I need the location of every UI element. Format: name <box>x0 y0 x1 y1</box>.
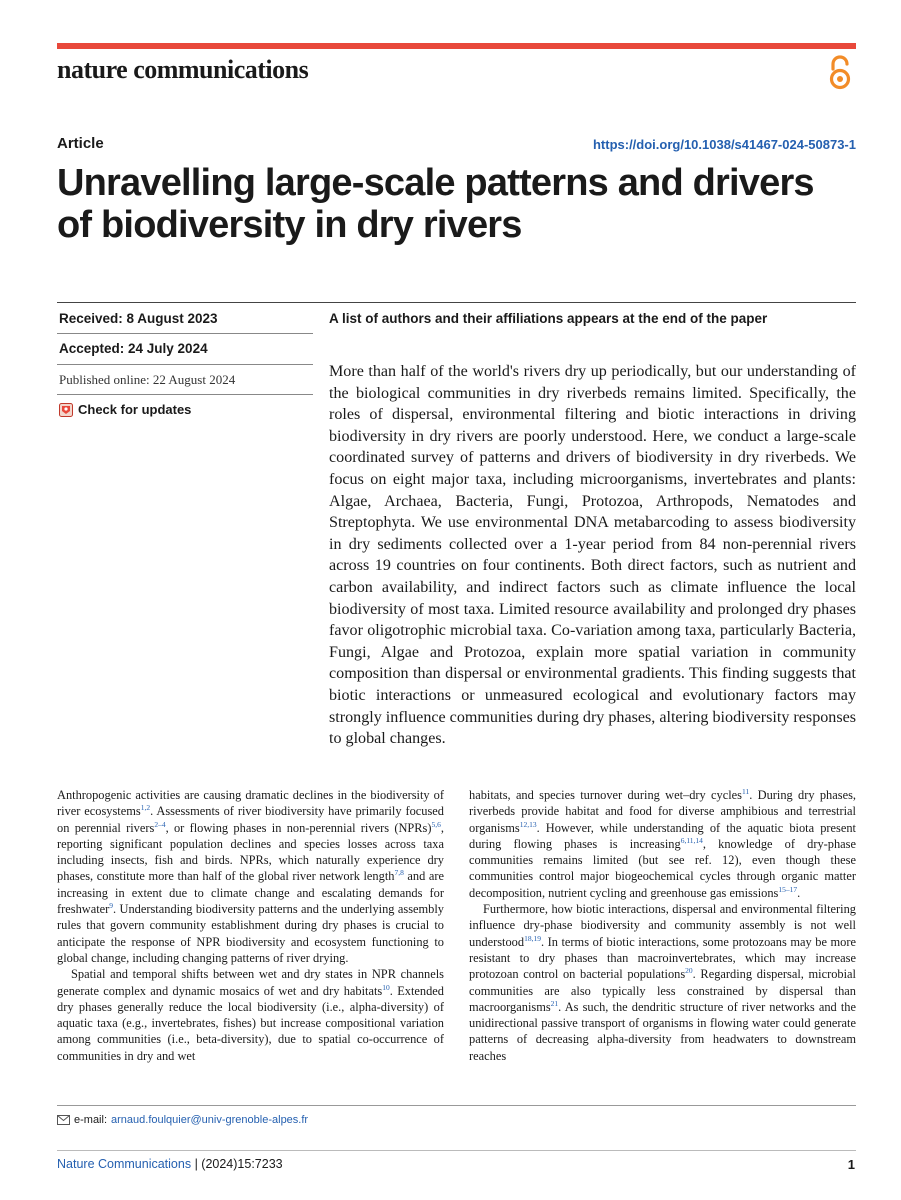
footer-volume: | (2024)15:7233 <box>191 1157 283 1171</box>
check-updates-icon <box>59 403 73 417</box>
received-date: Received: 8 August 2023 <box>59 311 218 326</box>
citation-ref[interactable]: 11 <box>742 786 750 796</box>
body-paragraph: Furthermore, how biotic interactions, dispersal and environmental filtering influence dry-phase biodiversity and community assembly is not well understood$^{18,19}$. In terms of biotic interactions, some protozoans may be more resistant to dry phases than macroinvertebrates, which may increase protozoan control on bacterial populations$^{20}$. Regarding dispersal, microbial communities are also typically less constrained by dispersal than macroorganisms$^{21}$. As such, the dendritic structure of river networks and the unidirectional passive transport of organisms in flowing water could generate patterns of decreasing alpha-diversity from headwaters to downstream reaches <box>469 902 857 1063</box>
mail-icon <box>57 1115 70 1125</box>
citation-ref[interactable]: 18,19 <box>524 933 541 943</box>
article-title: Unravelling large-scale patterns and drivers of biodiversity in dry rivers <box>57 162 814 246</box>
email-label: e-mail: <box>74 1114 108 1126</box>
citation-ref[interactable]: 5,6 <box>431 819 441 829</box>
body-paragraph: Spatial and temporal shifts between wet and dry states in NPR channels generate complex and dynamic mosaics of wet and dry habitats$^{10}$. Extended dry phases generally reduce the local biodiversity (i.e., alpha-diversity) of aquatic taxa (e.g., invertebrates, fishes) but increase compositional variation among communities (i.e., beta-diversity), due to spatial co-occurrence of communities in dry and wet <box>57 967 444 1063</box>
authors-note: A list of authors and their affiliations appears at the end of the paper <box>329 311 768 326</box>
citation-ref[interactable]: 12,13 <box>519 819 537 829</box>
history-divider <box>57 394 313 395</box>
doi-link[interactable]: https://doi.org/10.1038/s41467-024-50873-1 <box>592 137 856 152</box>
history-divider <box>57 364 313 365</box>
footer-citation <box>57 1157 283 1171</box>
check-updates-label[interactable]: Check for updates <box>78 402 192 417</box>
body-column-left <box>57 787 444 1064</box>
citation-ref[interactable]: 7,8 <box>394 868 404 878</box>
citation-ref[interactable]: 1,2 <box>140 803 151 813</box>
email-link[interactable]: arnaud.foulquier@univ-grenoble-alpes.fr <box>111 1114 309 1126</box>
correspondence-email <box>57 1114 308 1126</box>
footnote-divider <box>57 1105 856 1106</box>
article-type: Article <box>57 135 104 152</box>
page-number: 1 <box>847 1157 855 1172</box>
footer-journal-link[interactable]: Nature Communications <box>57 1157 192 1171</box>
citation-ref[interactable]: 21 <box>550 998 559 1008</box>
body-column-right <box>469 787 856 1064</box>
citation-ref[interactable]: 2–4 <box>154 819 166 829</box>
citation-ref[interactable]: 9 <box>109 900 114 910</box>
citation-ref[interactable]: 10 <box>382 982 390 992</box>
journal-name[interactable]: nature communications <box>57 55 309 84</box>
body-paragraph: Anthropogenic activities are causing dramatic declines in the biodiversity of river ecosystems$^{1,2}$. Assessments of river biodiversity have primarily focused on perennial rivers$^{2-4}$, or flowing phases in non-perennial rivers (NPRs)$^{5,6}$, reporting significant population declines and species losses across taxa including insects, fish and birds. NPRs, which naturally experience dry phases, constitute more than half of the global river network length$^{7,8}$ and are increasing in extent due to climate change and escalating demands for freshwater$^9$. Understanding biodiversity patterns and the underlying assembly rules that govern community establishment during dry phases is crucial to anticipate the response of NPR biodiversity and ecosystem functioning to global change, including changing patterns of river drying. <box>57 788 444 965</box>
header-divider <box>57 302 856 303</box>
body-paragraph: habitats, and species turnover during wet–dry cycles$^{11}$. During dry phases, riverbeds provide habitat and food for diverse amphibious and terrestrial organisms$^{12,13}$. However, while understanding of the aquatic biota present during flowing phases is increasing$^{6,11,14}$, knowledge of dry-phase communities remains limited (but see ref. 12), even though these communities control major biogeochemical cycles through organic matter decomposition, nutrient cycling and greenhouse gas emissions$^{15-17}$. <box>469 786 856 900</box>
accepted-date: Accepted: 24 July 2024 <box>59 341 208 356</box>
citation-ref[interactable]: 6,11,14 <box>680 835 703 845</box>
abstract: More than half of the world's rivers dry up periodically, but our understanding of the biological communities in dry riverbeds remains limited. Specifically, the roles of dispersal, environmental filtering and biotic interactions in driving biodiversity in dry rivers are poorly understood. Here, we conduct a large-scale coordinated survey of patterns and drivers of biodiversity in dry riverbeds. We focus on eight major taxa, including microorganisms, invertebrates and plants: Algae, Archaea, Bacteria, Fungi, Protozoa, Arthropods, Nematodes and Streptophyta. We use environmental DNA metabarcoding to assess biodiversity in dry sediments collected over a 1-year period from 84 non-perennial rivers across 19 countries on four continents. Both direct factors, such as nutrient and carbon availability, and indirect factors such as climate influence the local biodiversity of most taxa. Limited resource availability and prolonged dry phases favor oligotrophic microbial taxa. Co-variation among taxa, particularly Bacteria, Fungi, Algae and Protozoa, explain more spatial variation in community composition than dispersal or environmental gradients. This finding suggests that biotic interactions or unmeasured ecological and evolutionary factors may strongly influence communities during dry phases, altering biodiversity responses to global changes. <box>329 363 856 748</box>
footer-divider <box>57 1150 856 1151</box>
published-date: Published online: 22 August 2024 <box>59 372 236 387</box>
citation-ref[interactable]: 15–17 <box>778 884 798 894</box>
history-divider <box>57 333 313 334</box>
check-for-updates-button[interactable] <box>59 402 191 417</box>
citation-ref[interactable]: 20 <box>685 966 693 976</box>
header-accent-bar <box>57 43 856 49</box>
open-access-icon[interactable] <box>826 55 854 91</box>
